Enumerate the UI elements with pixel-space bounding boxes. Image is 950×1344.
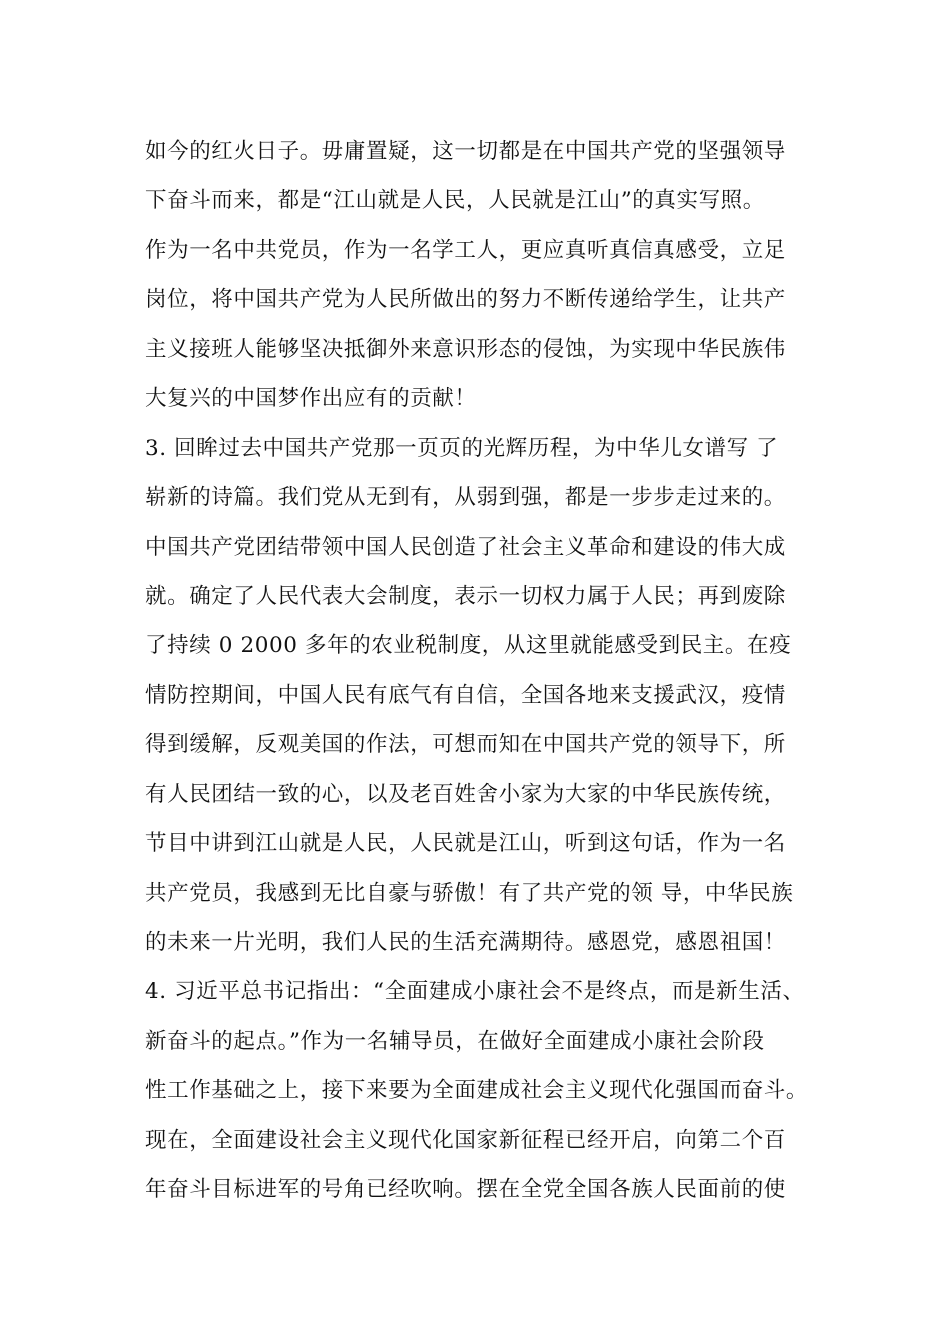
text-line: 就。确定了人民代表大会制度，表示一切权力属于人民；再到废除 (145, 583, 786, 609)
text-line: 大复兴的中国梦作出应有的贡献！ (145, 386, 477, 412)
text-line: 性工作基础之上，接下来要为全面建成社会主义现代化强国而奋斗。 (145, 1078, 809, 1104)
text-line: 节目中讲到江山就是人民，人民就是江山，听到这句话，作为一名 (145, 831, 786, 857)
document-body (145, 127, 945, 1215)
text-line: 作为一名中共党员，作为一名学工人，更应真听真信真感受，立足 (145, 237, 786, 263)
text-line: 了持续 0 2000 多年的农业税制度，从这里就能感受到民主。在疫 (145, 633, 792, 659)
text-line: 年奋斗目标进军的号角已经吹响。摆在全党全国各族人民面前的使 (145, 1177, 786, 1203)
text-line: 崭新的诗篇。我们党从无到有，从弱到强，都是一步步走过来的。 (145, 485, 786, 511)
text-line: 有人民团结一致的心，以及老百姓舍小家为大家的中华民族传统， (145, 781, 786, 807)
text-line: 得到缓解，反观美国的作法，可想而知在中国共产党的领导下，所 (145, 732, 786, 758)
text-line: 岗位，将中国共产党为人民所做出的努力不断传递给学生，让共产 (145, 287, 786, 313)
text-line: 下奋斗而来，都是“江山就是人民，人民就是江山”的真实写照。 (145, 188, 765, 214)
text-line: 共产党员，我感到无比自豪与骄傲！有了共产党的领 导，中华民族 (145, 880, 794, 906)
text-line: 中国共产党团结带领中国人民创造了社会主义革命和建设的伟大成 (145, 534, 786, 560)
text-line: 4. 习近平总书记指出：“全面建成小康社会不是终点，而是新生活、 (145, 979, 805, 1005)
text-line: 3. 回眸过去中国共产党那一页页的光辉历程，为中华儿女谱写 了 (145, 435, 779, 461)
text-line: 情防控期间，中国人民有底气有自信，全国各地来支援武汉，疫情 (145, 682, 786, 708)
text-line: 新奋斗的起点。”作为一名辅导员，在做好全面建成小康社会阶段 (145, 1028, 765, 1054)
text-line: 现在，全面建设社会主义现代化国家新征程已经开启，向第二个百 (145, 1127, 786, 1153)
text-line: 如今的红火日子。毋庸置疑，这一切都是在中国共产党的坚强领导 (145, 139, 786, 164)
text-line: 的未来一片光明，我们人民的生活充满期待。感恩党，感恩祖国！ (145, 930, 786, 955)
text-line: 主义接班人能够坚决抵御外来意识形态的侵蚀，为实现中华民族伟 (145, 336, 786, 362)
